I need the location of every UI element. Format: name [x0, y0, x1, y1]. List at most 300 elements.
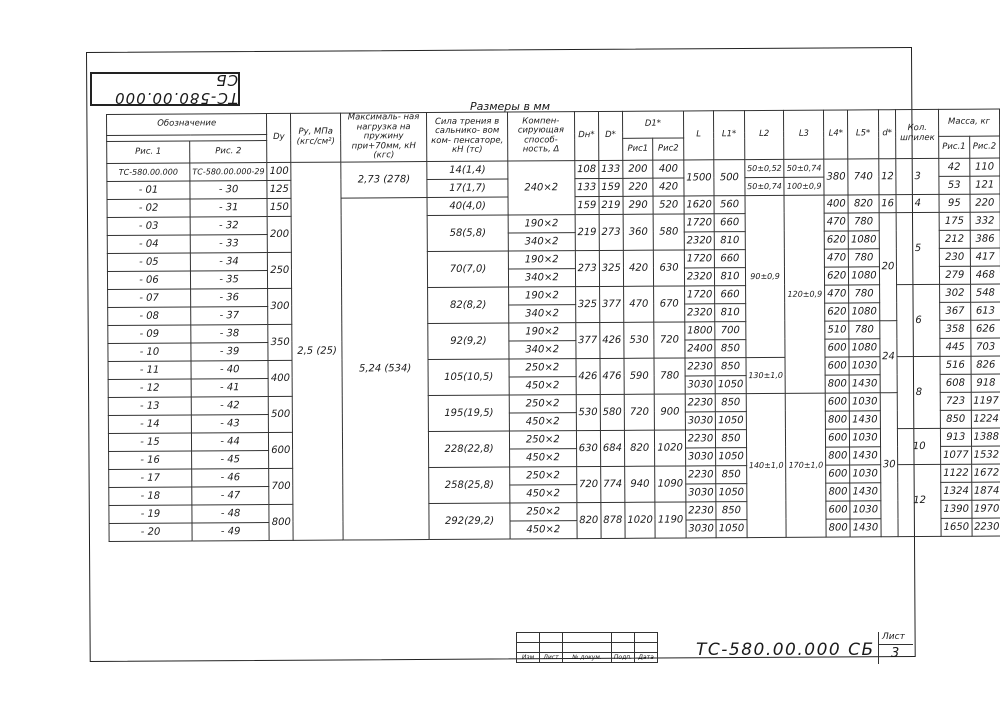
cell-l4: 600 — [825, 356, 849, 374]
cell-fig1: - 14 — [108, 414, 191, 433]
cell-l1: 850 — [716, 429, 747, 447]
cell-mass-fig2: 110 — [969, 158, 1000, 176]
cell-fig2: - 48 — [192, 504, 269, 522]
cell-d1a: 200 — [623, 160, 654, 178]
col-fig1: Рис. 1 — [107, 141, 190, 163]
cell-l1: 850 — [716, 465, 747, 483]
specification-body — [107, 158, 1000, 541]
cell-d1a: 590 — [624, 358, 655, 394]
title-block-code: ТС-580.00.000 СБ — [696, 640, 875, 660]
cell-compensating: 250×2 — [509, 394, 576, 412]
cell-dy: 500 — [268, 396, 292, 432]
rev-col-change: Изм — [517, 653, 540, 663]
cell-l4: 470 — [825, 284, 849, 302]
cell-dn: 273 — [575, 250, 599, 286]
cell-fig1: - 13 — [108, 396, 191, 415]
cell-l4: 600 — [826, 464, 850, 482]
cell-l1: 850 — [715, 339, 746, 357]
cell-mass-fig1: 95 — [939, 194, 970, 212]
cell-l4: 600 — [826, 428, 850, 446]
cell-mass-fig1: 53 — [939, 176, 970, 194]
cell-friction: 105(10,5) — [428, 359, 509, 395]
cell-fig2: - 46 — [192, 468, 269, 486]
cell-fig2: - 35 — [190, 270, 267, 288]
cell-l1: 810 — [714, 231, 745, 249]
cell-l5: 1080 — [849, 338, 880, 356]
cell-studs: 10 — [898, 428, 941, 464]
cell-mass-fig1: 608 — [940, 374, 971, 392]
cell-mass-fig2: 1874 — [971, 482, 1000, 500]
cell-l5: 1430 — [850, 446, 881, 464]
cell-fig1: - 08 — [108, 306, 191, 325]
cell-l: 1720 — [684, 249, 715, 267]
cell-fig1: - 05 — [107, 252, 190, 271]
cell-fig1: - 20 — [109, 522, 192, 541]
cell-compensating: 340×2 — [508, 232, 575, 250]
cell-fig2: - 38 — [191, 324, 268, 342]
cell-l5: 1030 — [850, 428, 881, 446]
cell-l: 1720 — [684, 213, 715, 231]
cell-mass-fig2: 1532 — [971, 446, 1000, 464]
cell-mass-fig2: 386 — [970, 230, 1000, 248]
col-studs: Кол. шпилек — [896, 109, 939, 158]
cell-mass-fig1: 1122 — [941, 464, 972, 482]
cell-l4: 470 — [824, 248, 848, 266]
cell-l5: 1430 — [849, 374, 880, 392]
col-max-load: Максималь- ная нагрузка на пружину при+70мм, кН (кгс) — [340, 113, 427, 162]
sheet-number-box — [878, 632, 913, 664]
cell-compensating: 340×2 — [508, 268, 575, 286]
sheet-number: 3 — [891, 646, 900, 661]
cell-friction: 17(1,7) — [427, 179, 508, 197]
cell-d: 219 — [599, 196, 623, 214]
cell-l4: 620 — [824, 230, 848, 248]
cell-l5: 1430 — [850, 482, 881, 500]
cell-dy: 200 — [267, 216, 291, 252]
cell-dn: 133 — [575, 178, 599, 196]
cell-compensating: 340×2 — [509, 340, 576, 358]
cell-l4: 600 — [826, 500, 850, 518]
cell-d: 273 — [599, 214, 623, 250]
cell-l1: 1050 — [716, 411, 747, 429]
cell-l5: 780 — [849, 320, 880, 338]
cell-fig2: ТС-580.00.000-29 — [190, 162, 267, 180]
cell-mass-fig1: 358 — [940, 320, 971, 338]
cell-d1b: 1090 — [655, 465, 686, 501]
cell-l4: 380 — [824, 158, 848, 194]
cell-studs: 8 — [897, 356, 940, 428]
cell-fig2: - 42 — [191, 396, 268, 414]
cell-l: 1720 — [684, 285, 715, 303]
cell-l2: 130±1,0 — [746, 357, 786, 393]
cell-l: 2320 — [684, 303, 715, 321]
cell-l1: 1050 — [716, 519, 747, 537]
cell-d: 878 — [601, 502, 625, 538]
cell-l: 3030 — [685, 411, 716, 429]
title-block — [516, 632, 912, 664]
cell-d1b: 780 — [654, 357, 685, 393]
cell-d1b: 1020 — [655, 429, 686, 465]
cell-fig2: - 49 — [192, 522, 269, 540]
col-mass: Масса, кг — [939, 109, 1000, 137]
cell-d1a: 470 — [623, 286, 654, 322]
cell-l5: 820 — [848, 194, 879, 212]
cell-mass-fig2: 548 — [970, 284, 1000, 302]
cell-d: 684 — [600, 430, 624, 466]
cell-d-small: 16 — [879, 194, 897, 212]
cell-fig2: - 31 — [190, 198, 267, 216]
cell-mass-fig2: 468 — [970, 266, 1000, 284]
col-dy: Dy — [267, 113, 291, 162]
cell-compensating: 190×2 — [508, 286, 575, 304]
rev-col-doc: № докум. — [563, 653, 612, 663]
col-l2: L2 — [744, 110, 784, 159]
cell-fig1: ТС-580.00.000 — [107, 162, 190, 181]
cell-l2: 50±0,74 — [745, 177, 785, 195]
cell-l5: 1080 — [849, 266, 880, 284]
cell-friction: 195(19,5) — [428, 395, 509, 431]
cell-studs: 5 — [897, 212, 940, 284]
cell-l4: 620 — [825, 266, 849, 284]
cell-fig1: - 11 — [108, 360, 191, 379]
cell-l5: 1080 — [848, 230, 879, 248]
cell-friction: 14(1,4) — [427, 161, 508, 179]
rev-col-sign: Подп. — [612, 653, 635, 663]
cell-fig2: - 34 — [190, 252, 267, 270]
cell-friction: 92(9,2) — [428, 323, 509, 359]
cell-dy: 350 — [268, 324, 292, 360]
cell-l5: 1030 — [850, 500, 881, 518]
cell-d: 325 — [599, 250, 623, 286]
cell-compensating: 450×2 — [510, 484, 577, 502]
cell-l5: 1080 — [849, 302, 880, 320]
col-d1-fig2: Рис2 — [653, 138, 684, 159]
cell-fig1: - 03 — [107, 216, 190, 235]
cell-l3: 120±0,9 — [784, 195, 825, 393]
cell-fig2: - 33 — [190, 234, 267, 252]
cell-l4: 600 — [825, 392, 849, 410]
col-d1-fig1: Рис1 — [623, 138, 654, 159]
cell-fig2: - 36 — [191, 288, 268, 306]
cell-fig1: - 10 — [108, 342, 191, 361]
cell-dy: 100 — [267, 162, 291, 180]
cell-d1a: 420 — [623, 250, 654, 286]
cell-friction: 82(8,2) — [428, 287, 509, 323]
cell-dy: 150 — [267, 198, 291, 216]
cell-l3: 170±1,0 — [786, 393, 827, 537]
cell-l4: 600 — [825, 338, 849, 356]
cell-dy: 800 — [269, 504, 293, 540]
col-l1: L1* — [714, 111, 745, 160]
cell-l3: 50±0,74 — [784, 159, 824, 177]
cell-dy: 600 — [269, 432, 293, 468]
cell-l4: 400 — [824, 194, 848, 212]
cell-dy: 125 — [267, 180, 291, 198]
cell-mass-fig2: 703 — [970, 338, 1000, 356]
cell-l4: 800 — [826, 446, 850, 464]
cell-fig1: - 16 — [109, 450, 192, 469]
cell-mass-fig2: 826 — [970, 356, 1000, 374]
cell-d-small: 20 — [879, 212, 897, 320]
cell-mass-fig2: 626 — [970, 320, 1000, 338]
cell-compensating: 250×2 — [509, 358, 576, 376]
cell-friction: 292(29,2) — [429, 503, 510, 539]
cell-l: 2320 — [684, 267, 715, 285]
cell-d1b: 400 — [653, 159, 684, 177]
cell-fig2: - 32 — [190, 216, 267, 234]
cell-mass-fig1: 42 — [939, 158, 970, 176]
cell-fig2: - 44 — [191, 432, 268, 450]
cell-l: 2230 — [685, 429, 716, 447]
cell-l5: 780 — [849, 248, 880, 266]
cell-l1: 1050 — [715, 375, 746, 393]
cell-dn: 720 — [576, 466, 600, 502]
col-d1: D1* — [622, 111, 683, 139]
cell-max-load: 5,24 (534) — [341, 197, 430, 540]
cell-mass-fig1: 230 — [939, 248, 970, 266]
cell-d1a: 820 — [624, 430, 655, 466]
cell-studs: 4 — [896, 194, 939, 212]
cell-mass-fig2: 613 — [970, 302, 1000, 320]
cell-compensating: 240×2 — [508, 160, 575, 214]
col-l: L — [683, 111, 714, 160]
cell-py: 2,5 (25) — [291, 162, 343, 540]
cell-mass-fig2: 1388 — [971, 428, 1000, 446]
cell-studs: 6 — [897, 284, 940, 356]
cell-d: 426 — [600, 322, 624, 358]
cell-fig1: - 06 — [107, 270, 190, 289]
col-l4: L4* — [824, 110, 848, 159]
cell-mass-fig2: 918 — [971, 374, 1000, 392]
cell-l2: 140±1,0 — [746, 393, 787, 537]
cell-l: 2230 — [685, 357, 716, 375]
cell-l: 2230 — [685, 393, 716, 411]
cell-mass-fig2: 1197 — [971, 392, 1000, 410]
specification-table — [106, 109, 1000, 542]
cell-d1b: 520 — [653, 195, 684, 213]
cell-mass-fig2: 1224 — [971, 410, 1000, 428]
cell-dy: 250 — [268, 252, 292, 288]
cell-d: 159 — [599, 178, 623, 196]
cell-d1b: 670 — [654, 285, 685, 321]
cell-d1b: 720 — [654, 321, 685, 357]
cell-mass-fig2: 417 — [970, 248, 1000, 266]
cell-d1a: 360 — [623, 214, 654, 250]
cell-mass-fig1: 850 — [940, 410, 971, 428]
cell-d1b: 900 — [655, 393, 686, 429]
cell-l5: 1430 — [850, 518, 881, 536]
cell-mass-fig1: 367 — [940, 302, 971, 320]
cell-d-small: 30 — [880, 392, 899, 536]
col-d: D* — [598, 111, 622, 160]
cell-l5: 740 — [848, 158, 879, 194]
cell-compensating: 250×2 — [510, 502, 577, 520]
cell-compensating: 450×2 — [510, 520, 577, 538]
sizes-note: Размеры в мм — [470, 100, 551, 113]
cell-fig1: - 12 — [108, 378, 191, 397]
cell-l1: 1050 — [716, 483, 747, 501]
cell-l4: 800 — [826, 518, 850, 536]
col-compensating: Компен- сирующая способ- ность, Δ — [507, 112, 574, 161]
cell-l5: 780 — [848, 212, 879, 230]
cell-d1a: 720 — [624, 394, 655, 430]
cell-l: 1500 — [684, 159, 715, 195]
cell-l5: 1030 — [849, 356, 880, 374]
cell-fig1: - 01 — [107, 180, 190, 199]
cell-d1b: 630 — [654, 249, 685, 285]
cell-dn: 426 — [576, 358, 600, 394]
cell-l5: 1430 — [850, 410, 881, 428]
cell-mass-fig2: 121 — [969, 176, 1000, 194]
cell-fig1: - 09 — [108, 324, 191, 343]
cell-dy: 400 — [268, 360, 292, 396]
cell-compensating: 450×2 — [509, 448, 576, 466]
cell-l1: 810 — [715, 267, 746, 285]
col-fig2: Рис. 2 — [190, 141, 267, 163]
cell-dy: 700 — [269, 468, 293, 504]
revision-grid — [516, 632, 658, 663]
cell-mass-fig1: 212 — [939, 230, 970, 248]
cell-compensating: 190×2 — [508, 214, 575, 232]
cell-d1b: 420 — [653, 177, 684, 195]
cell-l1: 660 — [714, 213, 745, 231]
cell-l1: 850 — [716, 501, 747, 519]
cell-l1: 700 — [715, 321, 746, 339]
cell-mass-fig1: 516 — [940, 356, 971, 374]
cell-dn: 820 — [577, 502, 601, 538]
cell-mass-fig2: 1970 — [971, 500, 1000, 518]
col-l3: L3 — [784, 110, 824, 159]
col-friction: Сила трения в сальнико- вом ком- пенсаторе, кН (тс) — [427, 112, 508, 161]
cell-l: 3030 — [686, 483, 717, 501]
cell-fig1: - 19 — [109, 504, 192, 523]
cell-l: 2320 — [684, 231, 715, 249]
cell-d: 133 — [599, 160, 623, 178]
cell-mass-fig2: 1672 — [971, 464, 1000, 482]
cell-mass-fig1: 1390 — [941, 500, 972, 518]
cell-mass-fig1: 445 — [940, 338, 971, 356]
cell-mass-fig1: 723 — [940, 392, 971, 410]
cell-dn: 159 — [575, 196, 599, 214]
cell-d1a: 530 — [624, 322, 655, 358]
cell-fig2: - 37 — [191, 306, 268, 324]
cell-fig2: - 47 — [192, 486, 269, 504]
cell-l1: 850 — [715, 357, 746, 375]
cell-compensating: 190×2 — [509, 322, 576, 340]
cell-l1: 500 — [714, 159, 745, 195]
cell-l1: 560 — [714, 195, 745, 213]
cell-l1: 1050 — [716, 447, 747, 465]
rev-col-date: Дата — [635, 653, 658, 663]
cell-fig1: - 04 — [107, 234, 190, 253]
cell-d: 377 — [599, 286, 623, 322]
cell-l2: 90±0,9 — [745, 195, 786, 357]
cell-mass-fig2: 332 — [970, 212, 1000, 230]
cell-fig2: - 30 — [190, 180, 267, 198]
cell-compensating: 250×2 — [509, 430, 576, 448]
document-code-stamp: ТС-580.00.000 СБ — [90, 72, 240, 106]
cell-l: 1620 — [684, 195, 715, 213]
cell-compensating: 340×2 — [509, 304, 576, 322]
cell-studs: 12 — [898, 464, 941, 536]
cell-compensating: 450×2 — [509, 412, 576, 430]
cell-l: 3030 — [685, 375, 716, 393]
cell-l: 2230 — [686, 501, 717, 519]
cell-dy: 300 — [268, 288, 292, 324]
cell-mass-fig2: 220 — [970, 194, 1000, 212]
cell-d1a: 940 — [625, 466, 656, 502]
cell-d: 476 — [600, 358, 624, 394]
col-dn: Dн* — [574, 111, 598, 160]
cell-fig1: - 02 — [107, 198, 190, 217]
cell-dn: 630 — [576, 430, 600, 466]
cell-compensating: 190×2 — [508, 250, 575, 268]
cell-mass-fig1: 279 — [939, 266, 970, 284]
cell-l: 3030 — [685, 447, 716, 465]
cell-l: 2230 — [685, 465, 716, 483]
cell-fig2: - 45 — [192, 450, 269, 468]
cell-friction: 58(5,8) — [427, 215, 508, 251]
cell-d1b: 580 — [653, 213, 684, 249]
cell-l4: 620 — [825, 302, 849, 320]
cell-l1: 850 — [715, 393, 746, 411]
cell-l1: 810 — [715, 303, 746, 321]
cell-dn: 530 — [576, 394, 600, 430]
cell-fig1: - 07 — [108, 288, 191, 307]
cell-mass-fig1: 913 — [940, 428, 971, 446]
cell-l3: 100±0,9 — [784, 177, 824, 195]
col-l5: L5* — [848, 110, 879, 159]
cell-mass-fig1: 175 — [939, 212, 970, 230]
col-designation: Обозначение — [107, 114, 267, 136]
cell-dn: 108 — [574, 160, 598, 178]
cell-d1a: 220 — [623, 178, 654, 196]
cell-d: 774 — [600, 466, 624, 502]
cell-fig1: - 18 — [109, 486, 192, 505]
cell-l4: 470 — [824, 212, 848, 230]
cell-fig2: - 40 — [191, 360, 268, 378]
col-py: Ру, МПа (кгс/см²) — [291, 113, 341, 162]
cell-l4: 800 — [825, 410, 849, 428]
cell-friction: 40(4,0) — [427, 197, 508, 215]
cell-l4: 800 — [825, 374, 849, 392]
cell-dn: 377 — [575, 322, 599, 358]
cell-compensating: 250×2 — [510, 466, 577, 484]
cell-d1b: 1190 — [655, 501, 686, 537]
cell-fig2: - 41 — [191, 378, 268, 396]
cell-l1: 660 — [715, 249, 746, 267]
cell-fig2: - 39 — [191, 342, 268, 360]
cell-l1: 660 — [715, 285, 746, 303]
cell-fig1: - 17 — [109, 468, 192, 487]
cell-l5: 1030 — [849, 392, 880, 410]
rev-col-sheet: Лист — [540, 653, 563, 663]
cell-mass-fig1: 1650 — [941, 518, 972, 536]
col-d-small: d* — [878, 110, 896, 159]
cell-d1a: 290 — [623, 196, 654, 214]
cell-studs: 3 — [896, 158, 939, 194]
cell-max-load: 2,73 (278) — [341, 161, 428, 198]
cell-l: 1800 — [685, 321, 716, 339]
cell-l: 2400 — [685, 339, 716, 357]
cell-l4: 800 — [826, 482, 850, 500]
sheet-label: Лист — [882, 632, 905, 642]
cell-l5: 780 — [849, 284, 880, 302]
cell-mass-fig2: 2230 — [971, 518, 1000, 536]
cell-mass-fig1: 1077 — [941, 446, 972, 464]
cell-fig2: - 43 — [191, 414, 268, 432]
cell-friction: 258(25,8) — [429, 467, 510, 503]
